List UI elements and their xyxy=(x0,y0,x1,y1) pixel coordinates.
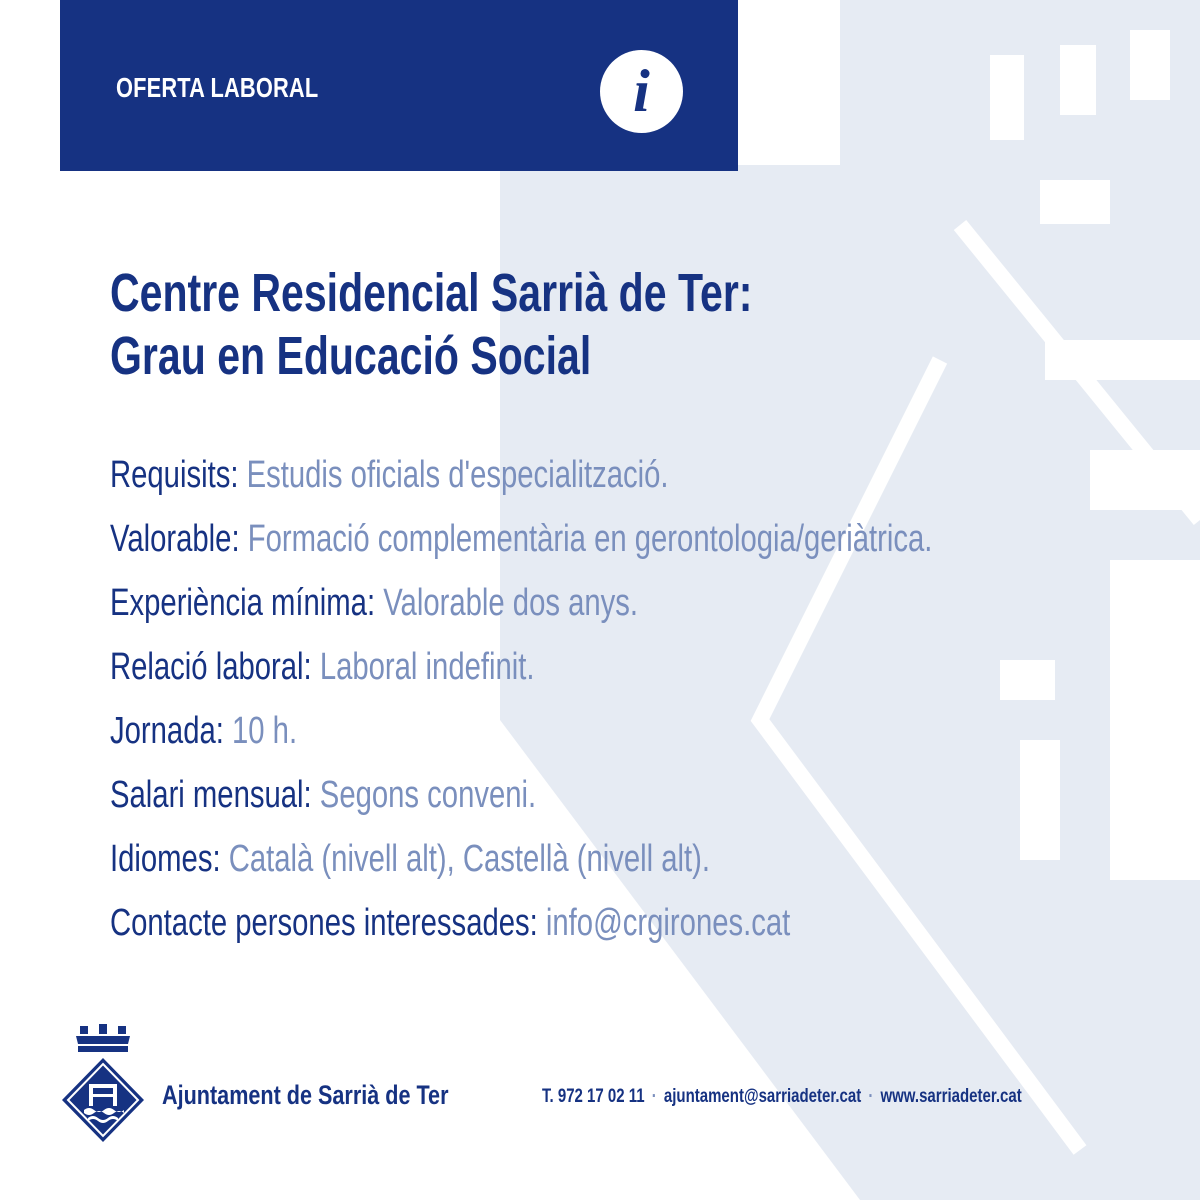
footer-contact-line xyxy=(542,1086,1022,1108)
header-banner xyxy=(60,0,738,171)
detail-label: Contacte persones interessades: xyxy=(110,902,538,944)
detail-working-hours xyxy=(110,699,932,763)
municipal-coat-of-arms-logo xyxy=(58,1022,148,1160)
job-title-line-1: Centre Residencial Sarrià de Ter: xyxy=(110,263,753,323)
detail-requirements xyxy=(110,443,932,507)
detail-label: Requisits: xyxy=(110,454,239,496)
detail-value: Valorable dos anys. xyxy=(383,582,639,624)
detail-value: Segons conveni. xyxy=(319,774,537,816)
detail-label: Idiomes: xyxy=(110,838,221,880)
footer-website-link[interactable]: www.sarriadeter.cat xyxy=(880,1086,1022,1107)
detail-employment-type xyxy=(110,635,932,699)
detail-value: 10 h. xyxy=(232,710,298,752)
footer-email-link[interactable]: ajuntament@sarriadeter.cat xyxy=(663,1086,862,1107)
detail-label: Salari mensual: xyxy=(110,774,312,816)
detail-label: Jornada: xyxy=(110,710,224,752)
detail-label: Experiència mínima: xyxy=(110,582,376,624)
organization-name: Ajuntament de Sarrià de Ter xyxy=(162,1080,449,1110)
detail-languages xyxy=(110,827,932,891)
detail-value: Formació complementària en gerontologia/geriàtrica. xyxy=(247,518,933,560)
detail-label: Relació laboral: xyxy=(110,646,312,688)
contact-email-link[interactable]: info@crgirones.cat xyxy=(545,902,791,944)
footer-separator: · xyxy=(868,1086,874,1107)
job-details-list xyxy=(110,443,1178,955)
detail-monthly-salary xyxy=(110,763,932,827)
detail-value: Laboral indefinit. xyxy=(319,646,535,688)
job-title-line-2: Grau en Educació Social xyxy=(110,326,592,386)
footer-phone[interactable]: T. 972 17 02 11 xyxy=(542,1086,645,1107)
job-title xyxy=(110,262,752,388)
detail-value: Estudis oficials d'especialització. xyxy=(246,454,669,496)
detail-label: Valorable: xyxy=(110,518,240,560)
header-label: OFERTA LABORAL xyxy=(116,72,319,103)
detail-minimum-experience xyxy=(110,571,932,635)
detail-value: Català (nivell alt), Castellà (nivell alt). xyxy=(228,838,711,880)
footer-separator: · xyxy=(651,1086,657,1107)
detail-valuable xyxy=(110,507,932,571)
detail-contact xyxy=(110,891,932,955)
info-icon: i xyxy=(600,50,683,133)
